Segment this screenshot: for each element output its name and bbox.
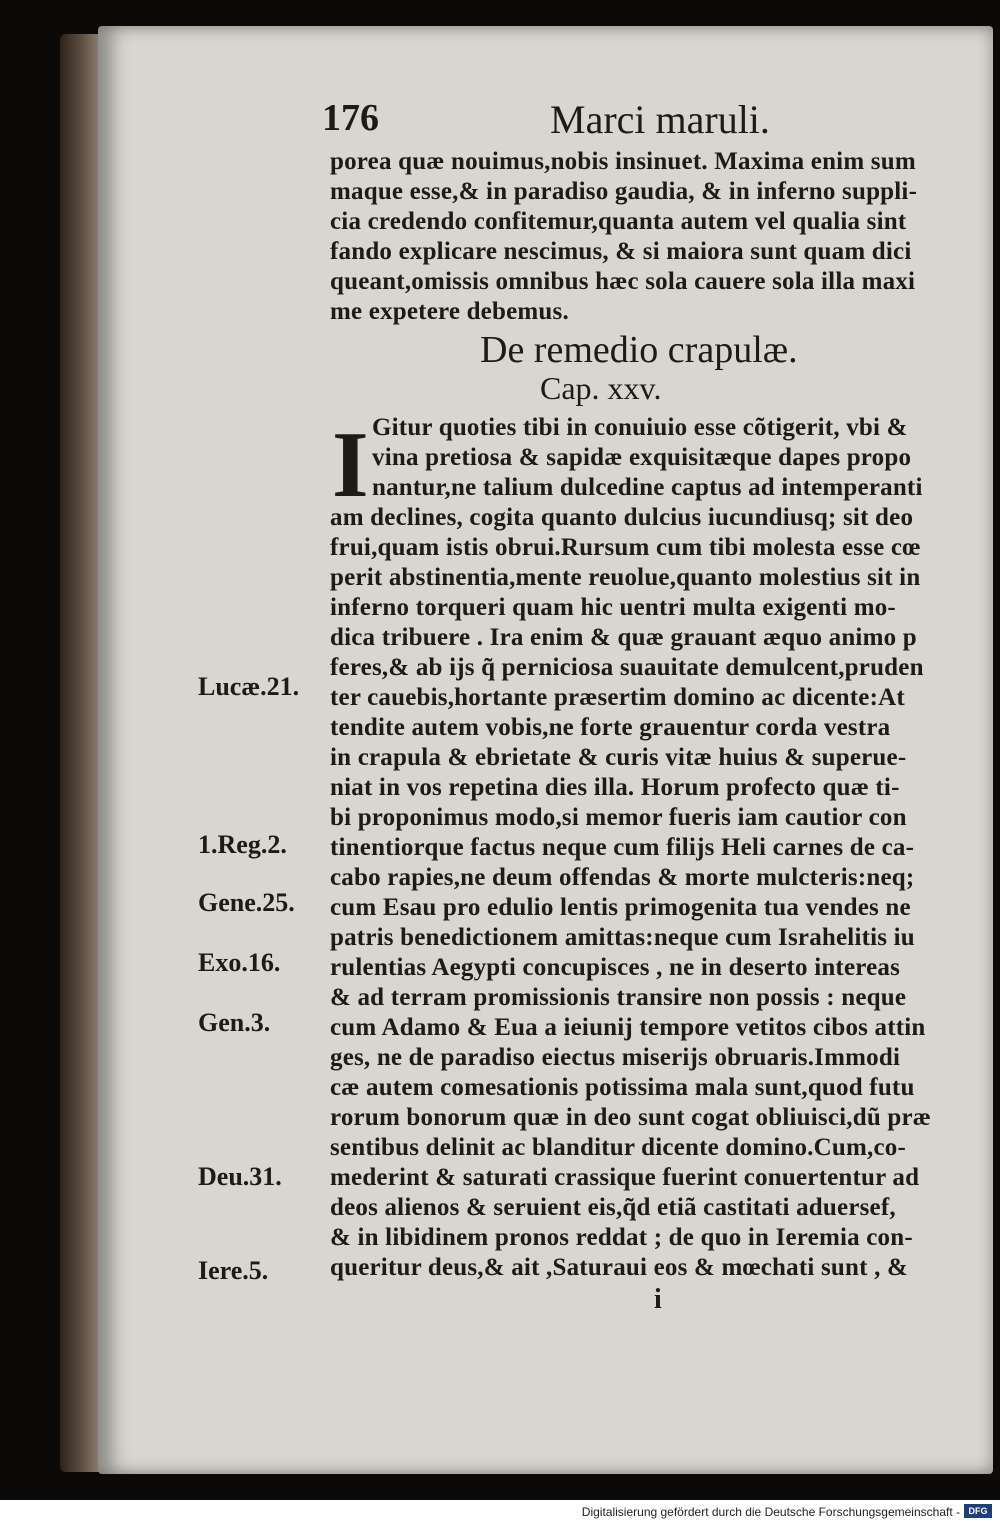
text-line: cia credendo confitemur,quanta autem vel qualia sint [330, 208, 907, 235]
drop-cap: I [332, 413, 369, 517]
marginal-reference: Gen.3. [198, 1008, 271, 1037]
text-line: tinentiorque factus neque cum filijs Heli carnes de ca- [330, 834, 915, 861]
text-line: Gitur quoties tibi in conuiuio esse cõtigerit, vbi & [372, 414, 908, 441]
text-line: deos alienos & seruient eis,q̃d etiã castitati aduersef, [330, 1194, 896, 1221]
text-line: sentibus delinit ac blanditur dicente domino.Cum,co- [330, 1134, 906, 1161]
marginal-reference: Lucæ.21. [198, 672, 300, 701]
text-line: niat in vos repetina dies illa. Horum profecto quæ ti- [330, 774, 900, 801]
text-line: queritur deus,& ait ,Saturaui eos & mœchati sunt , & [330, 1254, 909, 1281]
text-line: dica tribuere . Ira enim & quæ grauant æquo animo p [330, 624, 917, 651]
footer-credit: Digitalisierung gefördert durch die Deutsche Forschungsgemeinschaft - [581, 1505, 960, 1519]
running-head: Marci maruli. [550, 97, 770, 142]
text-line: in crapula & ebrietate & curis vitæ huius & superue- [330, 744, 907, 771]
text-line: nantur,ne talium dulcedine captus ad intemperanti [372, 474, 923, 501]
text-line: cabo rapies,ne deum offendas & morte mulcteris:neq; [330, 864, 915, 891]
text-line: & ad terram promissionis transire non possis : neque [330, 984, 907, 1011]
text-line: frui,quam istis obrui.Rursum cum tibi molesta esse cœ [330, 534, 921, 561]
text-line: ter cauebis,hortante præsertim domino ac dicente:At [330, 684, 905, 711]
text-line: porea quæ nouimus,nobis insinuet. Maxima enim sum [330, 148, 916, 175]
text-line: rorum bonorum quæ in deo sunt cogat obliuisci,dũ præ [330, 1104, 932, 1131]
text-line: inferno torqueri quam hic uentri multa exigenti mo- [330, 594, 896, 621]
text-line: & in libidinem pronos reddat ; de quo in Ieremia con- [330, 1224, 913, 1251]
text-line: patris benedictionem amittas:neque cum Israhelitis iu [330, 924, 915, 951]
text-line: fando explicare nescimus, & si maiora sunt quam dici [330, 238, 912, 265]
marginal-reference: 1.Reg.2. [198, 830, 287, 859]
chapter-number: Cap. xxv. [540, 370, 662, 406]
marginal-reference: Exo.16. [198, 948, 281, 977]
text-line: ges, ne de paradiso eiectus miserijs obruaris.Immodi [330, 1044, 901, 1071]
text-line: cæ autem comesationis potissima mala sunt,quod futu [330, 1074, 915, 1101]
text-line: tendite autem vobis,ne forte grauentur corda vestra [330, 714, 891, 741]
text-line: mederint & saturati crassique fuerint conuertentur ad [330, 1164, 920, 1191]
text-line: perit abstinentia,mente reuolue,quanto molestius sit in [330, 564, 921, 591]
text-line: vina pretiosa & sapidæ exquisitæque dapes propo [372, 444, 912, 471]
page-number: 176 [322, 97, 379, 139]
marginal-reference: Gene.25. [198, 888, 295, 917]
text-line: cum Esau pro edulio lentis primogenita tua vendes ne [330, 894, 911, 921]
text-line: bi proponimus modo,si memor fueris iam cautior con [330, 804, 907, 831]
text-line: cum Adamo & Eua a ieiunij tempore vetitos cibos attin [330, 1014, 926, 1041]
text-line: maque esse,& in paradiso gaudia, & in inferno suppli- [330, 178, 918, 205]
text-line: rulentias Aegypti concupisces , ne in deserto intereas [330, 954, 901, 981]
catchword: i [654, 1284, 662, 1315]
marginal-reference: Deu.31. [198, 1162, 282, 1191]
text-line: feres,& ab ijs q̃ perniciosa suauitate demulcent,pruden [330, 654, 924, 681]
text-line: am declines, cogita quanto dulcius iucundiusq; sit deo [330, 504, 914, 531]
text-line: me expetere debemus. [330, 298, 569, 325]
book-spine-edge [60, 34, 100, 1472]
marginal-reference: Iere.5. [198, 1256, 269, 1285]
chapter-title: De remedio crapulæ. [480, 329, 798, 371]
text-line: queant,omissis omnibus hæc sola cauere sola illa maxi [330, 268, 916, 295]
dfg-logo-icon: DFG [964, 1504, 992, 1518]
